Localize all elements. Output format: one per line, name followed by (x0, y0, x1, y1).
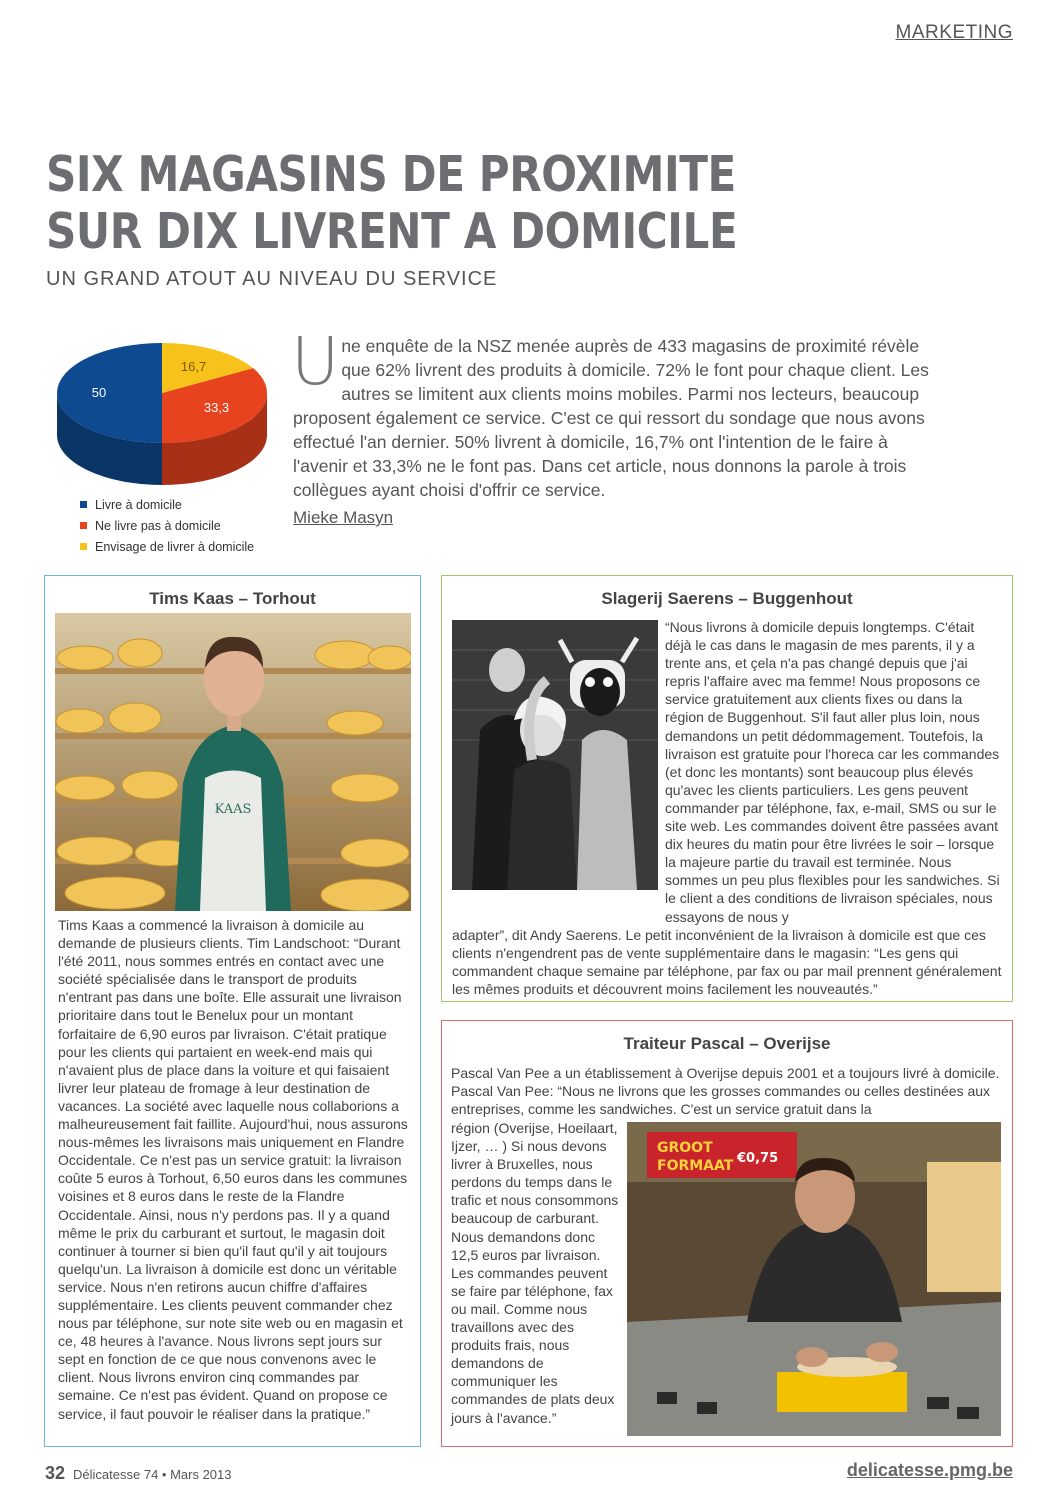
apron-text: KAAS (214, 802, 252, 817)
website-link[interactable]: delicatesse.pmg.be (846, 1460, 1013, 1480)
title-line-2: SUR DIX LIVRENT A DOMICILE (46, 203, 738, 260)
box-body-text: Tims Kaas a commencé la livraison à domicile au demande de plusieurs clients. Tim Landschoot: “Durant l'été 2011, nous sommes entrés en contact avec une société spécialisée dans le transport de produits n'entrant pas dans une boîte. Elle assurait une livraison prioritaire dans tout le Benelux pour un montant forfaitaire de 6,90 euros par livraison. C'était pratique pour les clients qui partaient en week-end mais qui n'avaient plus de place dans la voiture et qui faisaient livrer leur plateau de fromage à leur destination de vacances. La société avec laquelle nous collaborions a malheureusement fait faillite. Aujourd'hui, nous assurons nous-mêmes les livraisons mais uniquement en Flandre Occidentale. Ce n'est pas un service gratuit: la livraison coûte 5 euros à Torhout, 6,50 euros dans les communes voisines et 8 euros dans le reste de la Flandre Occidentale. Ainsi, nous n'y perdons pas. Il y a quand même le prix du carburant et surtout, le magasin doit continuer à tourner si bien qu'il faut qu'il y ait toujours quelqu'un. La livraison à domicile est donc un véritable service. Nous n'en retirons aucun chiffre d'affaires supplémentaire. Les clients peuvent commander chez nous par téléphone, sur note site web ou en magasin et ce, 48 heures à l'avance. Nous livrons sept jours sur sept en fonction de ce que nous convenons avec le client. Nous livrons environ cinq commandes par semaine. Ce n'est pas évident. Quand on propose ce service, il faut pouvoir le réaliser dans la pratique.” (58, 917, 408, 1422)
issue-info: Délicatesse 74 • Mars 2013 (73, 1467, 232, 1482)
sign-price: €0,75 (737, 1151, 779, 1166)
legend-swatch-considering (80, 543, 87, 550)
photo-cheese-shop (55, 613, 411, 911)
box-title: Traiteur Pascal – Overijse (623, 1034, 831, 1053)
photo-butchers-illustration (452, 620, 658, 890)
intro-paragraph (291, 323, 933, 502)
photo-cheese-shop-illustration (55, 613, 411, 911)
photo-traiteur-illustration (627, 1122, 1001, 1436)
story-box-traiteur-pascal (441, 1020, 1013, 1447)
sign-text-2: FORMAAT (657, 1158, 734, 1174)
section-label: MARKETING (895, 22, 1013, 43)
page-title (46, 146, 820, 260)
legend-item (80, 494, 254, 515)
legend-label: Livre à domicile (95, 497, 182, 512)
title-line-1: SIX MAGASINS DE PROXIMITE (46, 146, 736, 203)
legend-label: Ne livre pas à domicile (95, 518, 221, 533)
intro-text: ne enquête de la NSZ menée auprès de 433 magasins de proximité révèle que 62% livrent des produits à domicile. 72% le font pour chaque client. Les autres se limitent aux clients moins mobiles. Parmi nos lecteurs, beaucoup proposent également ce service. C'est ce qui ressort du sondage que nous avons effectué l'an dernier. 50% livrent à domicile, 16,7% ont l'intention de le faire à l'avenir et 33,3% ne le font pas. Dans cet article, nous donnons la parole à trois collègues ayant choisi d'offrir ce service. (293, 336, 929, 500)
author-byline: Mieke Masyn (293, 508, 394, 527)
dropcap: U (291, 323, 340, 400)
pie-chart (54, 338, 274, 488)
footer-page-info (45, 1463, 232, 1484)
box-body-text-full: Pascal Van Pee a un établissement à Overijse depuis 2001 et a toujours livré à domicile. Pascal Van Pee: “Nous ne livrons que les grosses commandes ou celles destinées aux entreprises, comme les sandwiches. C'est un service gratuit dans la (451, 1065, 1000, 1118)
photo-butchers (452, 620, 658, 890)
story-box-tims-kaas (44, 575, 421, 1447)
box-title: Slagerij Saerens – Buggenhout (601, 589, 853, 608)
pie-data-label: 16,7 (180, 359, 207, 375)
pie-data-label: 33,3 (203, 400, 230, 416)
legend-swatch-delivers (80, 501, 87, 508)
legend-label: Envisage de livrer à domicile (95, 539, 255, 554)
page-number: 32 (45, 1463, 66, 1483)
box-body-text-side: “Nous livrons à domicile depuis longtemps. C'était déjà le cas dans le magasin de mes parents, il y a trente ans, et çela n'a pas changé depuis que j'ai repris l'affaire avec ma femme! Nous proposons ce service gratuitement aux clients fixes ou dans la région de Buggenhout. S'il faut aller plus loin, nous demandons un petit dédommagement. Toutefois, la livraison est gratuite pour l'horeca car les commandes (et donc les montants) sont beaucoup plus élevés qu'avec les clients particuliers. Les gens peuvent commander par téléphone, fax, e-mail, SMS ou sur le site web. Les commandes doivent être passées avant dix heures du matin pour être livrées le soir – lorsque la majeure partie du travail est terminée. Nous sommes un peu plus flexibles pour les sandwiches. Si le client a des conditions de livraison spéciales, nous essayons de nous y (665, 619, 1000, 925)
box-title: Tims Kaas – Torhout (149, 589, 316, 608)
chart-legend (80, 494, 254, 557)
subtitle: UN GRAND ATOUT AU NIVEAU DU SERVICE (46, 268, 498, 290)
legend-item (80, 536, 254, 557)
pie-chart-svg (54, 338, 274, 488)
photo-traiteur (627, 1122, 1001, 1436)
story-box-slagerij-saerens (441, 575, 1013, 1002)
legend-item (80, 515, 254, 536)
sign-text-1: GROOT (657, 1140, 713, 1156)
legend-swatch-not-deliver (80, 522, 87, 529)
pie-data-label: 50 (91, 385, 107, 400)
box-body-text-full: adapter”, dit Andy Saerens. Le petit inconvénient de la livraison à domicile est que ces clients n'engendrent pas de vente supplémentaire dans le magasin: “Les gens qui commandent chaque semaine par téléphone, par fax ou par mail prennent généralement les mêmes produits et découvrent moins facilement les nouveautés.” (452, 927, 1002, 998)
box-body-text-side: région (Overijse, Hoeilaart, Ijzer, … ) Si nous devons livrer à Bruxelles, nous perdons du temps dans le trafic et nous consommons beaucoup de carburant. Nous demandons donc 12,5 euros par livraison. Les commandes peuvent se faire par téléphone, fax ou mail. Comme nous travaillons avec des produits frais, nous demandons de communiquer les commandes de plats deux jours à l'avance.” (451, 1120, 619, 1426)
